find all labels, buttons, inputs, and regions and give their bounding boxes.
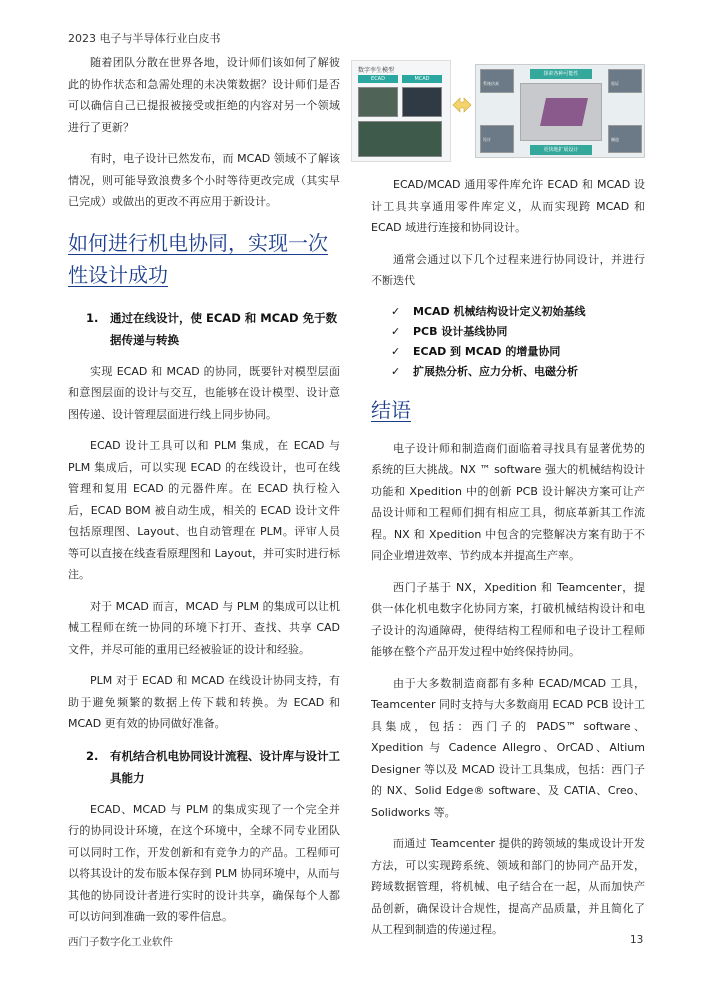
paragraph: 由于大多数制造商都有多种 ECAD/MCAD 工具，Teamcenter 同时支持与大多数商用 ECAD PCB 设计工具集成，包括：西门子的 PADS™ software、Xpedition 与 Cadence Allegro、OrCAD、Altium Designer 等以及 MCAD 设计工具集成，包括：西门子的 NX、Solid Edge® software、及 CATIA、Creo、Solidworks 等。 [371, 676, 645, 819]
paragraph: ECAD 设计工具可以和 PLM 集成，在 ECAD 与 PLM 集成后，可以实现 ECAD 的在线设计，也可在线管理和复用 ECAD 的元器件库。在 ECAD 执行检入后，ECAD BOM 被自动生成，相关的 ECAD 设计文件包括原理图、Layout、也自动管理在 PLM。评审人员等可以直接在线查看原理图和 Layout，并可实时进行标注。 [68, 439, 340, 581]
paragraph: ECAD、MCAD 与 PLM 的集成实现了一个完全并行的协同设计环境，在这个环境中，全球不同专业团队可以同时工作，开发创新和有竞争力的产品。工程师可以将其设计的发布版本保存到 PLM 协同环境中，从而与其他的协同设计者进行实时的设计共享，确保每个人都可以访问到准确一致的零件信息。 [68, 802, 340, 923]
figure-thumb-label: 设计 [483, 137, 491, 142]
checklist-label: PCB 设计基线协同 [413, 324, 508, 338]
cad-model-image [520, 83, 602, 141]
subsection-number: 2. [86, 748, 99, 763]
figure-thumb-label: 验证 [611, 81, 619, 86]
paragraph: 有时，电子设计已然发布，而 MCAD 领域不了解该情况，则可能导致浪费多个小时等待更改完成（其实早已完成）或做出的更改不再应用于新设计。 [68, 152, 340, 208]
mcad-screenshot-image [402, 87, 442, 117]
ecad-screenshot-image [358, 87, 398, 117]
figure-right-panel [475, 64, 645, 158]
paragraph: ECAD/MCAD 通用零件库允许 ECAD 和 MCAD 设计工具共享通用零件库定义，从而实现跨 MCAD 和 ECAD 域进行连接和协同设计。 [371, 178, 645, 234]
page-number: 13 [630, 934, 644, 946]
figure-thumb [480, 125, 514, 153]
right-column [371, 174, 645, 951]
double-arrow-icon [451, 94, 473, 116]
conclusion-heading: 结语 [371, 397, 411, 422]
checkmark-icon: ✓ [391, 324, 401, 338]
figure-left-title: 数字孪生模型 [358, 67, 395, 74]
left-column [68, 52, 340, 938]
subsection-title: 通过在线设计，使 ECAD 和 MCAD 免于数据传递与转换 [110, 310, 338, 347]
paragraph: 西门子基于 NX，Xpedition 和 Teamcenter，提供一体化机电数字化协同方案，打破机械结构设计和电子设计的沟通障碍，使得结构工程师和电子设计工程师能够在整个产品开发过程中始终保持协同。 [371, 580, 645, 658]
figure-thumb [480, 69, 514, 93]
figure-thumb-label: 系统仿真 [483, 81, 499, 86]
checkmark-icon: ✓ [391, 344, 401, 358]
figure-box-top: 探索各种可能性 [530, 69, 592, 79]
checklist-item [371, 342, 645, 362]
subsection-number: 1. [86, 310, 99, 325]
checklist-label: ECAD 到 MCAD 的增量协同 [413, 344, 561, 358]
checkmark-icon: ✓ [391, 304, 401, 318]
digital-twin-figure [351, 60, 645, 162]
checkmark-icon: ✓ [391, 364, 401, 378]
paragraph: 对于 MCAD 而言，MCAD 与 PLM 的集成可以让机械工程师在统一协同的环境下打开、查找、共享 CAD 文件，并尽可能的重用已经被验证的设计和经验。 [68, 599, 340, 656]
checklist-item [371, 362, 645, 382]
checklist [371, 302, 645, 382]
figure-thumb-label: 制造 [611, 137, 619, 142]
figure-tab-ecad: ECAD [358, 75, 398, 83]
checklist-item [371, 322, 645, 342]
paragraph: 实现 ECAD 和 MCAD 的协同，既要针对模型层面和意图层面的设计与交互，也能够在设计模型、设计意图传递、设计管理层面进行线上同步协同。 [68, 364, 340, 421]
subsection-title: 有机结合机电协同设计流程、设计库与设计工具能力 [110, 748, 340, 785]
section-heading: 如何进行机电协同，实现一次性设计成功 [68, 230, 328, 287]
paragraph: 随着团队分散在世界各地，设计师们该如何了解彼此的协作状态和急需处理的未决策数据？设计师们是否可以确信自己已提报被接受或拒绝的内容对另一个领域进行了更新？ [68, 56, 340, 134]
checklist-label: 扩展热分析、应力分析、电磁分析 [413, 364, 578, 378]
paragraph: 通常会通过以下几个过程来进行协同设计，并进行不断迭代 [371, 252, 645, 287]
figure-thumb [608, 125, 642, 153]
cad-part-shape [540, 98, 588, 126]
footer-company: 西门子数字化工业软件 [68, 936, 173, 948]
checklist-label: MCAD 机械结构设计定义初始基线 [413, 304, 586, 318]
paragraph: PLM 对于 ECAD 和 MCAD 在线设计协同支持，有助于避免频繁的数据上传下载和转换。为 ECAD 和 MCAD 更有效的协同做好准备。 [68, 674, 340, 730]
figure-thumb [608, 69, 642, 93]
figure-left-panel [351, 60, 451, 162]
subsection-heading-1 [68, 307, 340, 351]
page-header: 2023 电子与半导体行业白皮书 [68, 32, 221, 45]
subsection-heading-2 [68, 745, 340, 789]
figure-tab-mcad: MCAD [402, 75, 442, 83]
paragraph: 而通过 Teamcenter 提供的跨领域的集成设计开发方法，可以实现跨系统、领域和部门的协同产品开发，跨域数据管理，将机械、电子结合在一起，从而加快产品创新，确保设计合规性，提高产品质量，并且简化了从工程到制造的传递过程。 [371, 837, 645, 936]
figure-box-bottom: 更快地扩展设计 [530, 145, 592, 155]
pcb-image [358, 121, 442, 157]
checklist-item [371, 302, 645, 322]
paragraph: 电子设计师和制造商们面临着寻找具有显著优势的系统的巨大挑战。NX ™ software 强大的机械结构设计功能和 Xpedition 中的创新 PCB 设计解决方案可让产品设计师和工程师们拥有相应工具，彻底革新其工作流程。NX 和 Xpedition 中包含的完整解决方案有助于不同企业增进效率、节约成本并提高生产率。 [371, 441, 645, 562]
